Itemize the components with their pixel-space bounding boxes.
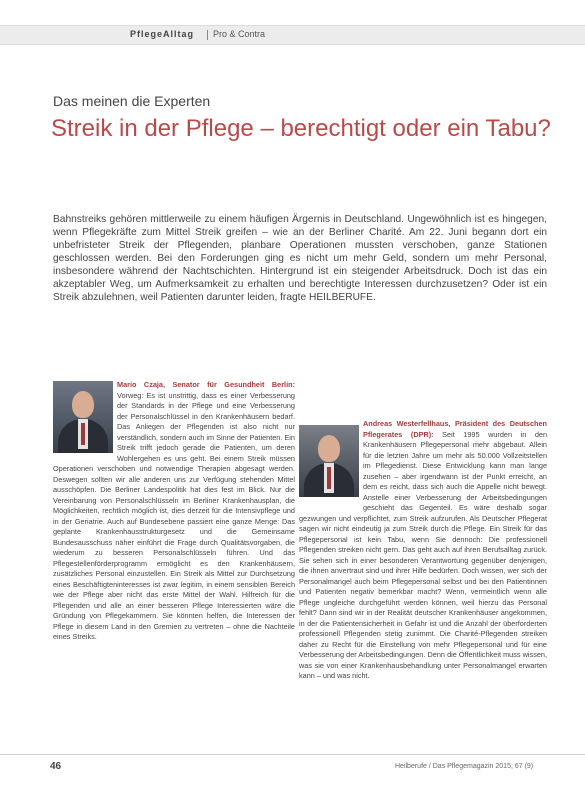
article-lead: Bahnstreiks gehören mittlerweile zu einem häufigen Ärgernis in Deutschland. Ungewöhnlich ist es hingegen, wenn Pflegekräfte zum Mittel Streik greifen – wie an der Berliner Charité. Am 22. Juni begann dort ein unbefristeter Streik der Pflegenden, planbare Operationen mussten verschoben, ganze Stationen geschlossen werden. Bei den Forderungen ging es nicht um mehr Geld, sondern um mehr Personal, insbesondere während der Nachtschichten. Hintergrund ist ein steigender Arbeitsdruck. Doch ist das ein akzeptabler Weg, um Aufmerksamkeit zu erhalten und berechtigte Interessen durchzusetzen? Oder ist ein Streik abzulehnen, weil Patienten darunter leiden, fragte HEILBERUFE. [53, 214, 547, 303]
expert1-text: Vorweg: Es ist unstrittig, dass es einer Verbesserung der Standards in der Pflege und eine Verbesserung der Personalschlüssel in den Krankenhäusern bedarf. Das Anliegen der Pflegenden ist also nicht nur verständlich, sondern auch im Sinne der Patienten. Ein Streik trifft jedoch gerade die Patienten, um deren Wohlergehen es uns geht. Bei einem Streik müssen Operationen verschoben und notwendige Therapien abgesagt werden. Deswegen sollten wir alle anderen uns zur Verfügung stehenden Mittel ausschöpfen. Die Berliner Landespolitik hat dies fest im Blick. Nur die Vereinbarung von Personalschlüsseln im Berliner Krankenhausplan, die Möglichkeiten, rechtlich möglich ist, dies derzeit für die Intensivpflege und in der Geriatrie. Auch auf Bundesebene passiert eine ganze Menge: Das geplante Krankenhausstrukturgesetz und die Gemeinsame Bundesausschuss näher einführt die Frage durch Qualitätsvorgaben, die wiederum zu besseren Personalschlüsseln führen. Und das Pflegestellenförderprogramm ermöglicht es den Krankenhäusern, zusätzliches Personal einzustellen. Ein Streik als Mittel zur Durchsetzung eines Beschäftigteninteresses ist zwar legitim, in einem sensiblen Bereich wie der Pflege aber nicht das erste Mittel der Wahl. Hilfreich für die Pflegenden und alle an einer besseren Pflege Interessierten wäre die Gründung von Pflegekammern. Sie könnten helfen, die Interessen der Pflege in diesem Land in den Gremien zu vertreten – ohne die Nachteile eines Streiks. [53, 390, 295, 641]
expert1-role: Senator für Gesundheit Berlin: [172, 380, 295, 389]
expert1-statement [53, 380, 295, 643]
section-divider [207, 30, 208, 40]
section-label: PflegeAlltag [130, 29, 195, 39]
expert2-name: Andreas Westerfellhaus, [363, 419, 451, 428]
article-title: Streik in der Pflege – berechtigt oder ein Tabu? [51, 115, 551, 142]
subsection-label: Pro & Contra [213, 29, 266, 39]
publication-line: Heilberufe / Das Pflegemagazin 2015; 67 (9) [395, 763, 534, 770]
expert2-text: Seit 1995 wurden in den Krankenhäusern Pflegepersonal mehr abgebaut. Allein für die letzten Jahre um mehr als 50.000 Vollzeitstellen im Pflegedienst. Diese Entwicklung kann man lange zusehen – aber irgendwann ist der Punkt erreicht, an dem es reicht, dass sich auch die Appelle nicht bewegt. Anstelle einer Verbesserung der Arbeitsbedingungen geschieht das Gegenteil. Es wäre deshalb sogar gezwungen und verpflichtet, zum Streik aufzurufen. Als Deutscher Pflegerat sagen wir nicht eindeutig ja zum Streik durch die Pflege. Ein Streik für das Pflegepersonal ist kein Tabu, wenn Sie dennoch: Die professionell Pflegenden streiken nicht gern. Das geht auch auf ihren Berufsalltag zurück. Sie sehen sich in einer besonderen Verantwortung gegenüber denjenigen, die ihnen anvertraut sind und ihrer Hilfe bedürfen. Doch wissen, wer sich der Personalmangel auch beim Pflegepersonal selbst und bei den Patientinnen und Patienten negativ bemerkbar macht? Wenn, vermeintlich wenn alle Pflege ungleiche durchgeführt werden können, weil hierzu das Personal fehlt? Dann sind wir in der Realität deutscher Krankenhäuser angekommen, in der die Patientensicherheit in Gefahr ist und die Anzahl der überforderten professionell Pflegenden stetig zunimmt. Die Charité-Pflegenden streiken daher zu Recht für die Einstellung von mehr Pflegepersonal und für eine Verbesserung der Arbeitsbedingungen. Denn die Öffentlichkeit muss wissen, was sie von einer Krankenhausbehandlung unter Personalmangel erwarten kann – und was nicht. [299, 429, 547, 680]
expert2-statement [299, 419, 547, 682]
article-kicker: Das meinen die Experten [53, 93, 211, 109]
expert2-role: Präsident des Deutschen Pflegerates (DPR): [363, 419, 547, 439]
section-header [0, 25, 585, 45]
page-number: 46 [50, 761, 62, 772]
expert1-name: Mario Czaja, [117, 380, 166, 389]
footer-rule [0, 754, 585, 755]
